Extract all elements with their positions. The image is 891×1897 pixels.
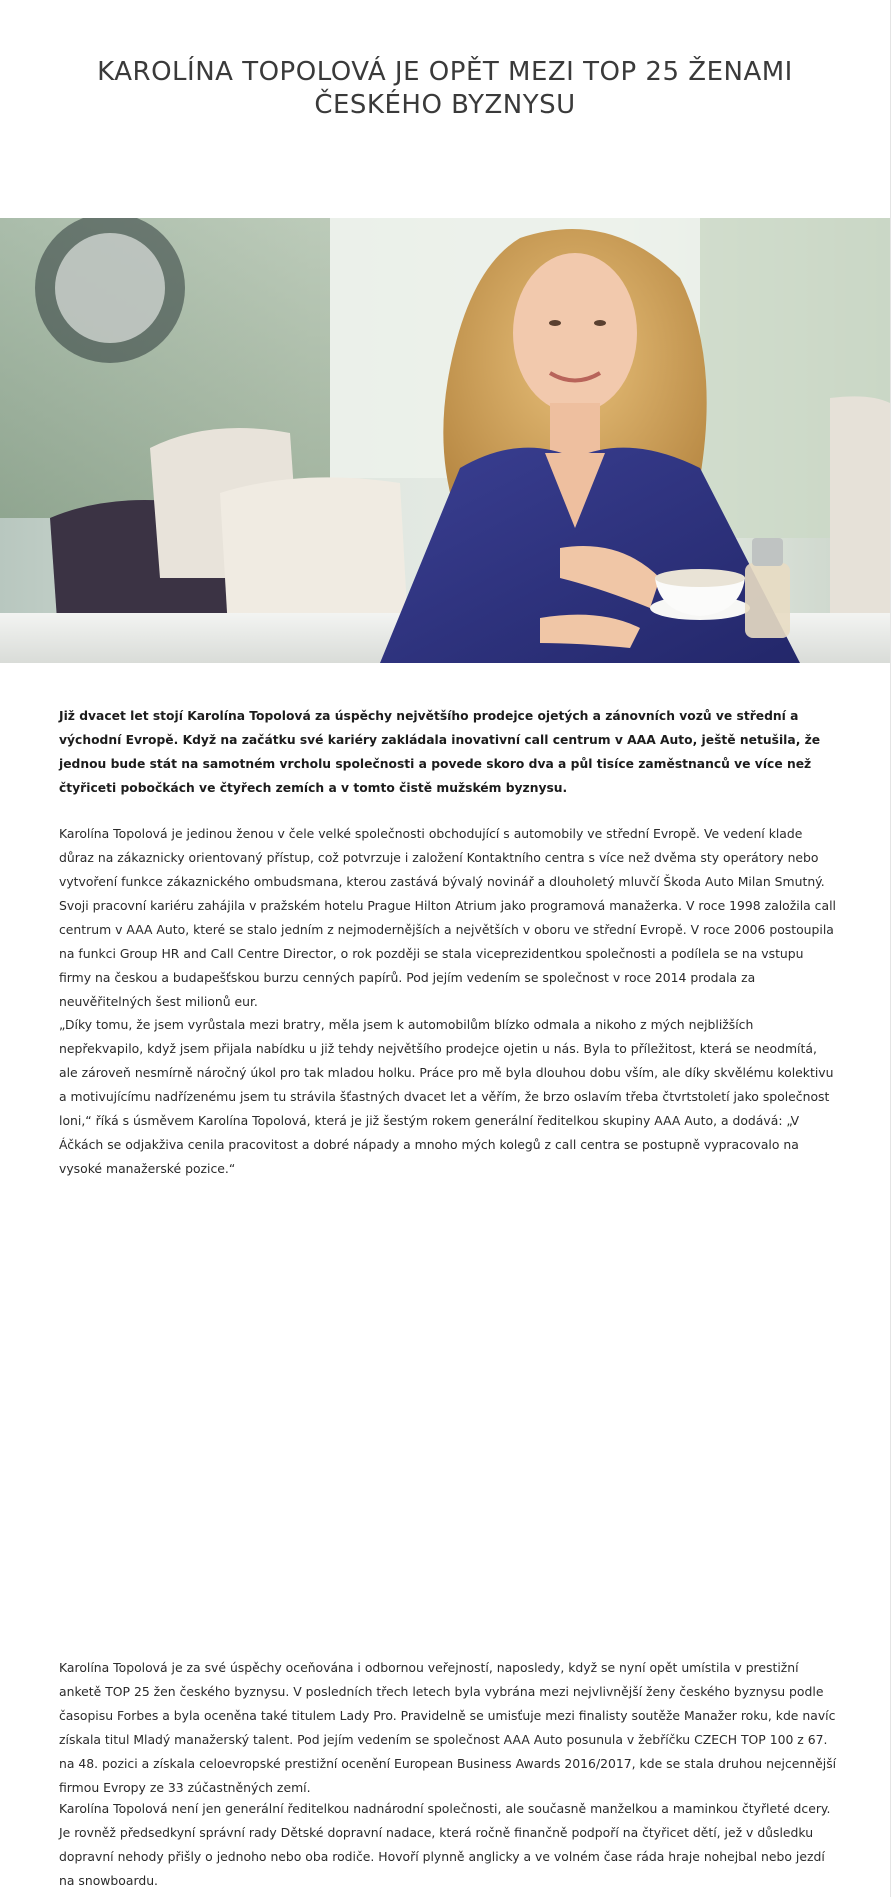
article-title: KAROLÍNA TOPOLOVÁ JE OPĚT MEZI TOP 25 ŽENAMI ČESKÉHO BYZNYSU (97, 57, 793, 120)
body-paragraph: Karolína Topolová není jen generální ředitelkou nadnárodní společnosti, ale současně manželkou a maminkou čtyřleté dcery. Je rovněž předsedkyní správní rady Dětské dopravní nadace, která ročně finančně podpoří na čtyřicet dětí, jež v důsledku dopravní nehody přišly o jednoho nebo oba rodiče. Hovoří plynně anglicky a ve volném čase ráda hraje nohejbal nebo jezdí na snowboardu. (59, 1801, 831, 1888)
article-body-block-4 (59, 1797, 837, 1893)
body-paragraph: Karolína Topolová je jedinou ženou v čele velké společnosti obchodující s automobily ve střední Evropě. Ve vedení klade důraz na zákaznicky orientovaný přístup, což potvrzuje i založení Kontaktního centra s více než dvěma sty operátory nebo vytvoření funkce zákaznického ombudsmana, kterou zastává bývalý novinář a dlouholetý mluvčí Škoda Auto Milan Smutný. Svoji pracovní kariéru zahájila v pražském hotelu Prague Hilton Atrium jako programová manažerka. V roce 1998 založila call centrum v AAA Auto, které se stalo jedním z nejmodernějších a největších v oboru ve střední Evropě. V roce 2006 postoupila na funkci Group HR and Call Centre Director, o rok později se stala viceprezidentkou společnosti a podílela se na vstupu firmy na českou a budapešťskou burzu cenných papírů. Pod jejím vedením se společnost v roce 2014 prodala za neuvěřitelných šest milionů eur. (59, 826, 836, 1009)
body-paragraph: Karolína Topolová je za své úspěchy oceňována i odbornou veřejností, naposledy, když se nyní opět umístila v prestižní anketě TOP 25 žen českého byznysu. V posledních třech letech byla vybrána mezi nejvlivnější ženy českého byznysu podle časopisu Forbes a byla oceněna také titulem Lady Pro. Pravidelně se umisťuje mezi finalisty soutěže Manažer roku, kde navíc získala titul Mladý manažerský talent. Pod jejím vedením se společnost AAA Auto posunula v žebříčku CZECH TOP 100 z 67. na 48. pozici a získala celoevropské prestižní ocenění European Business Awards 2016/2017, kde se stala druhou nejcennější firmou Evropy ze 33 zúčastněných zemí. (59, 1660, 837, 1795)
article-body-block-3 (59, 1656, 837, 1800)
article-body-block-2 (59, 1013, 837, 1181)
hero-photo (0, 218, 890, 663)
article-lead (59, 704, 837, 800)
quote-paragraph: „Díky tomu, že jsem vyrůstala mezi bratry, měla jsem k automobilům blízko odmala a nikoho z mých nejbližších nepřekvapilo, když jsem přijala nabídku u již tehdy největšího prodejce ojetin u nás. Byla to příležitost, která se neodmítá, ale zároveň nesmírně náročný úkol pro tak mladou holku. Práce pro mě byla dlouhou dobu vším, ale díky skvělému kolektivu a motivujícímu nadřízenému jsem tu strávila šťastných dvacet let a věřím, že brzo oslavím třeba čtvrtstoletí jako společnost loni,“ říká s úsměvem Karolína Topolová, která je již šestým rokem generální ředitelkou skupiny AAA Auto, a dodává: „V Áčkách se odjakživa cenila pracovitost a dobré nápady a mnoho mých kolegů z call centra se postupně vypracovalo na vysoké manažerské pozice.“ (59, 1017, 834, 1176)
lead-paragraph: Již dvacet let stojí Karolína Topolová za úspěchy největšího prodejce ojetých a zánovních vozů ve střední a východní Evropě. Když na začátku své kariéry zakládala inovativní call centrum v AAA Auto, ještě netušila, že jednou bude stát na samotném vrcholu společnosti a povede skoro dva a půl tisíce zaměstnanců ve více než čtyřiceti pobočkách ve čtyřech zemích a v tomto čistě mužském byznysu. (59, 709, 821, 795)
article-body-block-1 (59, 822, 837, 1014)
